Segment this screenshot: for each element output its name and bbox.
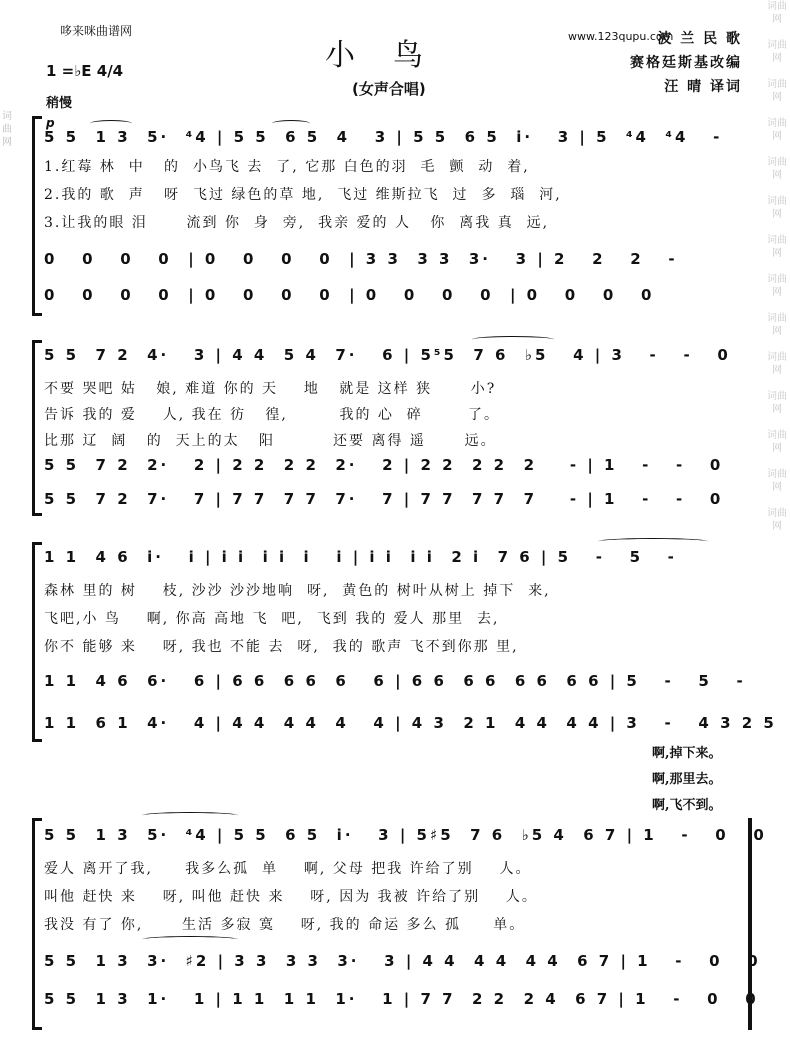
lyric-verse-3: 3.让我的眼 泪 流到 你 身 旁, 我亲 爱的 人 你 离我 真 远, [44, 215, 550, 231]
slur [598, 538, 708, 545]
slur [90, 120, 132, 127]
lyric-verse-3: 你不 能够 来 呀, 我也 不能 去 呀, 我的 歌声 飞不到你那 里, [44, 639, 519, 655]
ending-lyric-3: 啊,飞不到。 [652, 798, 722, 813]
ending-lyric-2: 啊,那里去。 [652, 772, 722, 787]
credit-lyricist: 汪 晴 译词 [664, 79, 742, 95]
bass-row: 5 5 1 3 1· 1 | 1 1 1 1 1· 1 | 7 7 2 2 2 4 6 7 | 1 - 0 0 [44, 990, 759, 1008]
lyric-verse-1: 1.红莓 林 中 的 小鸟飞 去 了, 它那 白色的羽 毛 颤 动 着, [44, 159, 530, 175]
system-bracket [32, 542, 41, 742]
melody-row: 5 5 7 2 4· 3 | 4 4 5 4 7· 6 | 5⁵5 7 6 ♭5 4 | 3 - - 0 [44, 346, 731, 364]
system-bracket [32, 340, 41, 516]
score-system-1 [32, 116, 754, 316]
alto-row: 0 0 0 0 | 0 0 0 0 | 3 3 3 3 3· 3 | 2 2 2 - [44, 250, 678, 268]
lyric-verse-2: 2.我的 歌 声 呀 飞过 绿色的草 地, 飞过 维斯拉飞 过 多 瑙 河, [44, 187, 562, 203]
dynamic-marking: p [46, 116, 55, 130]
bass-row: 0 0 0 0 | 0 0 0 0 | 0 0 0 0 | 0 0 0 0 [44, 286, 655, 304]
credit-origin: 波 兰 民 歌 [657, 31, 742, 47]
site-url: www.123qupu.com [568, 30, 674, 43]
system-bracket [32, 818, 41, 1030]
tempo-marking: 稍慢 [46, 96, 73, 111]
song-title: 小鸟 [325, 38, 461, 73]
slur [272, 120, 310, 127]
slur [142, 812, 238, 819]
lyric-verse-1: 爱人 离开了我, 我多么孤 单 啊, 父母 把我 许给了别 人。 [44, 861, 532, 877]
credit-arranger: 赛格廷斯基改编 [630, 55, 742, 71]
watermark-right: 词曲网 词曲网 词曲网 词曲网 词曲网 词曲网 词曲网 词曲网 词曲网 词曲网 词曲网 词曲网 词曲网 词曲网 [767, 1, 787, 532]
alto-row: 5 5 7 2 2· 2 | 2 2 2 2 2· 2 | 2 2 2 2 2 - | 1 - - 0 [44, 456, 724, 474]
lyric-verse-3: 我没 有了 你, 生活 多寂 寞 呀, 我的 命运 多么 孤 单。 [44, 917, 526, 933]
melody-row: 5 5 1 3 5· ⁴4 | 5 5 6 5 4 3 | 5 5 6 5 i· 3 | 5 ⁴4 ⁴4 - [44, 128, 723, 146]
key-signature: 1 =♭E 4/4 [46, 62, 124, 80]
lyric-verse-2: 飞吧,小 鸟 啊, 你高 高地 飞 吧, 飞到 我的 爱人 那里 去, [44, 611, 500, 627]
ending-lyric-1: 啊,掉下来。 [652, 746, 722, 761]
alto-row: 1 1 4 6 6· 6 | 6 6 6 6 6 6 | 6 6 6 6 6 6 6 6 | 5 - 5 - [44, 672, 746, 690]
slur [472, 336, 554, 343]
score-system-4 [32, 818, 767, 1030]
lyric-verse-1: 不要 哭吧 姑 娘, 难道 你的 天 地 就是 这样 狭 小? [44, 381, 497, 397]
lyric-verse-2: 叫他 赶快 来 呀, 叫他 赶快 来 呀, 因为 我被 许给了别 人。 [44, 889, 538, 905]
lyric-verse-3: 比那 辽 阔 的 天上的太 阳 还要 离得 遥 远。 [44, 433, 497, 449]
score-system-3 [32, 542, 777, 742]
bass-row: 1 1 6 1 4· 4 | 4 4 4 4 4 4 | 4 3 2 1 4 4 4 4 | 3 - 4 3 2 5 [44, 714, 777, 732]
alto-row: 5 5 1 3 3· ♯2 | 3 3 3 3 3· 3 | 4 4 4 4 4 4 6 7 | 1 - 0 0 [44, 952, 761, 970]
song-subtitle: (女声合唱) [352, 80, 426, 98]
lyric-verse-2: 告诉 我的 爱 人, 我在 彷 徨, 我的 心 碎 了。 [44, 407, 500, 423]
system-bracket [32, 116, 41, 316]
score-system-2 [32, 340, 754, 516]
melody-row: 5 5 1 3 5· ⁴4 | 5 5 6 5 i· 3 | 5♯5 7 6 ♭5 4 6 7 | 1 - 0 0 [44, 826, 767, 844]
lyric-verse-1: 森林 里的 树 枝, 沙沙 沙沙地响 呀, 黄色的 树叶从树上 掉下 来, [44, 583, 551, 599]
site-name: 哆来咪曲谱网 [60, 24, 133, 38]
slur [142, 936, 238, 943]
watermark-left: 词曲网 [2, 111, 12, 148]
melody-row: 1 1 4 6 i· i | i i i i i i | i i i i 2 i 7 6 | 5 - 5 - [44, 548, 677, 566]
bass-row: 5 5 7 2 7· 7 | 7 7 7 7 7· 7 | 7 7 7 7 7 - | 1 - - 0 [44, 490, 724, 508]
